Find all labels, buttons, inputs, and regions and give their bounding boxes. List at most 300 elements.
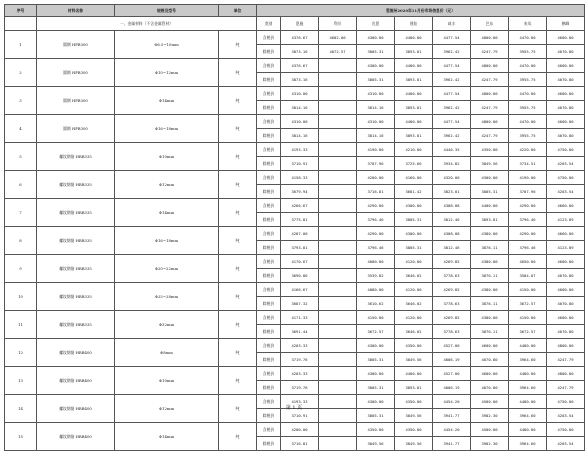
price-cell: 3812.46 [433,213,471,227]
row-kind: 除税价 [257,381,281,395]
price-cell: 4300.00 [357,367,395,381]
row-kind: 含税价 [257,339,281,353]
price-cell: 4500.00 [471,423,509,437]
price-cell: 3893.81 [395,45,433,59]
price-cell: 4269.85 [433,283,471,297]
category-label: 一、金属材料（不含金属管材） [37,17,257,31]
price-cell: 4600.00 [547,31,585,45]
row-spec: Φ10~12mm [115,59,219,87]
price-cell: 4150.00 [357,311,395,325]
table-row [5,255,585,269]
price-cell: 4320.00 [433,171,471,185]
price-cell: 3796.46 [509,241,547,255]
header-city-4: 咸丰 [433,17,471,31]
row-material: 圆钢 HPB300 [37,115,115,143]
price-cell: 4480.00 [509,367,547,381]
table-row [5,423,585,437]
price-cell: 3955.75 [509,101,547,115]
price-cell: 4120.00 [395,255,433,269]
price-cell: 4380.00 [471,255,509,269]
row-unit: 吨 [219,87,257,115]
price-cell: 4247.79 [547,381,585,395]
price-cell: 3734.51 [509,157,547,171]
price-cell: 4287.00 [281,227,319,241]
row-kind: 除税价 [257,45,281,59]
page-number: 第 1 页 [285,405,303,411]
price-cell: 4454.20 [433,423,471,437]
price-cell: 4150.00 [509,311,547,325]
row-material: 螺纹钢筋 HRB400 [37,339,115,367]
row-unit: 吨 [219,395,257,423]
row-kind: 含税价 [257,171,281,185]
price-cell: 3805.31 [357,353,395,367]
price-cell: 4600.00 [547,59,585,73]
price-cell: 3876.11 [471,297,509,311]
price-cell: 4350.00 [357,423,395,437]
price-cell: 3672.57 [509,297,547,311]
header-spec: 规格及型号 [115,5,219,17]
price-cell: 3955.75 [509,45,547,59]
price-cell: 3796.46 [357,213,395,227]
row-unit: 吨 [219,311,257,339]
price-cell: 3710.91 [281,157,319,171]
row-spec: Φ12mm [115,395,219,423]
row-seq: 14 [5,395,37,423]
row-kind: 除税价 [257,297,281,311]
price-cell: 4247.79 [471,129,509,143]
price-cell: 4123.89 [547,241,585,255]
price-cell: 4006.19 [433,381,471,395]
price-cell: 4480.00 [509,395,547,409]
row-unit: 吨 [219,31,257,59]
price-cell: 4308.08 [433,199,471,213]
header-unit: 单位 [219,5,257,17]
price-cell: 3646.02 [395,325,433,339]
price-cell: 3814.16 [357,101,395,115]
price-cell: 3805.31 [357,409,395,423]
row-seq: 3 [5,87,37,115]
price-cell: 3672.57 [509,325,547,339]
price-cell: 4400.00 [395,31,433,45]
row-kind: 含税价 [257,143,281,157]
price-cell: 4290.00 [509,227,547,241]
price-cell [319,59,357,73]
table-row [5,171,585,185]
price-cell: 3962.42 [433,129,471,143]
price-cell [319,157,357,171]
price-cell: 4400.00 [471,199,509,213]
row-spec: Φ16~18mm [115,115,219,143]
price-cell: 4120.00 [395,311,433,325]
row-kind: 除税价 [257,409,281,423]
price-cell: 4480.00 [509,339,547,353]
price-cell: 3982.30 [471,437,509,451]
table-row [5,143,585,157]
row-kind: 除税价 [257,101,281,115]
price-cell: 4477.54 [433,59,471,73]
price-cell: 4600.00 [547,283,585,297]
price-cell: 3805.31 [395,241,433,255]
price-cell: 4266.67 [281,199,319,213]
row-seq: 6 [5,171,37,199]
row-material: 螺纹钢筋 HRB400 [37,395,115,423]
price-cell: 4247.79 [471,101,509,115]
price-cell: 3775.81 [281,213,319,227]
row-spec: Φ10mm [115,367,219,395]
table-row [5,115,585,129]
price-cell: 3876.11 [471,325,509,339]
row-unit: 吨 [219,199,257,227]
price-cell: 3941.77 [433,409,471,423]
price-cell: 3679.94 [281,185,319,199]
price-cell: 3823.01 [433,185,471,199]
row-kind: 含税价 [257,423,281,437]
price-cell: 3941.77 [433,437,471,451]
price-cell: 4800.00 [471,115,509,129]
row-spec: Φ16~18mm [115,227,219,255]
row-kind: 除税价 [257,157,281,171]
row-material: 螺纹钢筋 HRB335 [37,283,115,311]
price-cell: 3716.81 [357,185,395,199]
price-cell: 3964.60 [509,353,547,367]
header-city-5: 巴东 [471,17,509,31]
price-cell: 4600.00 [547,255,585,269]
price-cell: 3707.96 [357,157,395,171]
price-cell [319,87,357,101]
price-cell: 3893.81 [395,73,433,87]
price-cell: 4470.00 [509,31,547,45]
price-cell: 3805.31 [471,185,509,199]
price-cell: 4800.00 [471,87,509,101]
table-row [5,31,585,45]
row-seq: 7 [5,199,37,227]
price-cell [319,367,357,381]
table-row [5,339,585,353]
price-cell [319,381,357,395]
row-kind: 除税价 [257,213,281,227]
row-spec: Φ14mm [115,87,219,115]
row-material: 螺纹钢筋 HRB400 [37,367,115,395]
price-cell: 4800.00 [547,367,585,381]
price-cell: 4080.00 [357,283,395,297]
price-cell: 3778.63 [433,325,471,339]
row-spec: Φ12mm [115,171,219,199]
price-cell: 4400.00 [395,87,433,101]
price-cell [319,143,357,157]
price-cell [319,297,357,311]
price-cell: 3716.81 [281,437,319,451]
price-cell: 4400.00 [395,367,433,381]
price-cell: 4300.00 [357,31,395,45]
price-cell [319,353,357,367]
row-spec: Φ25~28mm [115,283,219,311]
price-cell [319,339,357,353]
price-cell: 4200.00 [281,423,319,437]
row-unit: 吨 [219,423,257,451]
price-cell: 3778.63 [433,269,471,283]
price-table [4,4,585,451]
price-cell: 4600.00 [471,367,509,381]
price-cell: 4290.00 [357,199,395,213]
table-row [5,87,585,101]
price-cell: 4470.00 [509,59,547,73]
row-material: 螺纹钢筋 HRB335 [37,199,115,227]
row-unit: 吨 [219,339,257,367]
header-city-3: 建始 [395,17,433,31]
price-cell: 3805.31 [357,73,395,87]
price-cell: 3805.31 [395,213,433,227]
header-material: 材料名称 [37,5,115,17]
price-cell: 4750.00 [547,423,585,437]
price-cell: 4070.80 [471,381,509,395]
price-cell: 4310.00 [281,115,319,129]
row-unit: 吨 [219,59,257,87]
price-cell: 3849.56 [395,409,433,423]
row-seq: 4 [5,115,37,143]
price-cell: 4800.00 [471,59,509,73]
table-row [5,199,585,213]
price-cell: 3955.75 [509,73,547,87]
price-cell: 4350.00 [471,143,509,157]
price-cell: 3962.42 [433,73,471,87]
price-cell: 4166.67 [281,283,319,297]
price-cell: 3849.56 [471,157,509,171]
row-seq: 11 [5,311,37,339]
price-cell: 3849.56 [357,437,395,451]
price-cell: 4190.00 [357,143,395,157]
price-cell: 4477.54 [433,31,471,45]
row-kind: 除税价 [257,325,281,339]
price-cell: 4310.00 [357,115,395,129]
price-cell: 3707.96 [509,185,547,199]
row-unit: 吨 [219,283,257,311]
row-kind: 除税价 [257,241,281,255]
price-cell: 4200.00 [357,171,395,185]
price-cell: 4380.00 [471,311,509,325]
row-kind: 含税价 [257,115,281,129]
price-cell: 3812.46 [433,241,471,255]
row-unit: 吨 [219,115,257,143]
header-row [5,5,585,17]
price-cell: 3964.60 [509,381,547,395]
row-spec: Φ20~22mm [115,255,219,283]
price-cell: 4300.00 [357,395,395,409]
header-kind: 类别 [257,17,281,31]
row-spec: Φ6.5~10mm [115,31,219,59]
price-cell: 4480.00 [509,423,547,437]
row-kind: 除税价 [257,269,281,283]
header-city-1: 利川 [319,17,357,31]
table-row [5,59,585,73]
price-cell: 3814.16 [357,129,395,143]
price-cell: 3793.81 [281,241,319,255]
price-cell: 4300.00 [357,59,395,73]
price-cell: 4193.33 [281,143,319,157]
row-kind: 含税价 [257,395,281,409]
price-cell: 4600.00 [547,115,585,129]
price-cell [319,269,357,283]
price-cell: 3873.16 [281,73,319,87]
price-cell: 4477.54 [433,115,471,129]
price-cell: 3955.75 [509,129,547,143]
row-kind: 含税价 [257,255,281,269]
row-kind: 含税价 [257,311,281,325]
price-cell [319,199,357,213]
row-material: 圆钢 HPB300 [37,31,115,59]
price-cell: 3805.31 [357,45,395,59]
price-cell: 3672.57 [357,325,395,339]
header-city-6: 来凤 [509,17,547,31]
price-cell: 3796.46 [509,213,547,227]
price-cell: 4454.20 [433,395,471,409]
price-cell: 4300.00 [357,339,395,353]
price-cell: 4123.89 [547,213,585,227]
price-cell: 4247.79 [471,73,509,87]
price-cell: 3893.81 [395,101,433,115]
price-cell: 4203.33 [281,339,319,353]
price-cell: 4247.79 [547,353,585,367]
price-cell: 4203.54 [547,437,585,451]
price-cell: 4750.00 [547,171,585,185]
price-cell: 3719.76 [281,353,319,367]
price-cell: 4160.00 [395,171,433,185]
category-row [5,17,585,31]
price-cell: 3719.76 [281,381,319,395]
row-kind: 除税价 [257,185,281,199]
price-cell: 4000.00 [357,255,395,269]
row-seq: 2 [5,59,37,87]
price-cell: 4193.33 [281,395,319,409]
price-cell: 4600.00 [471,339,509,353]
table-row [5,283,585,297]
price-cell: 4158.33 [281,171,319,185]
price-cell: 3646.02 [395,297,433,311]
price-cell: 4376.67 [281,31,319,45]
price-cell: 4269.85 [433,255,471,269]
row-kind: 除税价 [257,353,281,367]
price-cell [319,283,357,297]
table-row [5,367,585,381]
price-cell: 3687.32 [281,297,319,311]
row-material: 螺纹钢筋 HRB335 [37,143,115,171]
price-cell: 3690.86 [281,269,319,283]
price-cell [319,437,357,451]
price-cell: 4203.54 [547,157,585,171]
row-seq: 1 [5,31,37,59]
row-material: 圆钢 HPB300 [37,59,115,87]
price-cell: 4220.00 [509,143,547,157]
row-unit: 吨 [219,143,257,171]
price-cell: 4602.00 [319,31,357,45]
price-cell [319,213,357,227]
price-cell [319,311,357,325]
header-seq: 序号 [5,5,37,17]
row-kind: 含税价 [257,367,281,381]
row-seq: 8 [5,227,37,255]
row-seq: 12 [5,339,37,367]
price-cell: 4800.00 [547,339,585,353]
price-cell: 3814.16 [281,129,319,143]
price-cell: 4006.19 [433,353,471,367]
price-cell: 4660.00 [547,199,585,213]
price-cell: 4203.54 [547,185,585,199]
price-cell [319,115,357,129]
price-cell: 4269.85 [433,311,471,325]
row-kind: 除税价 [257,437,281,451]
price-cell: 3876.11 [471,241,509,255]
row-unit: 吨 [219,367,257,395]
price-cell [319,129,357,143]
row-kind: 含税价 [257,59,281,73]
price-cell: 4210.00 [395,143,433,157]
price-cell: 4120.00 [395,283,433,297]
price-cell: 4203.54 [547,409,585,423]
price-cell: 3876.11 [471,269,509,283]
header-city-0: 恩施 [281,17,319,31]
price-cell: 4190.00 [509,171,547,185]
price-cell: 4350.00 [395,395,433,409]
price-cell: 4150.00 [509,283,547,297]
row-kind: 含税价 [257,199,281,213]
price-cell: 4527.00 [433,339,471,353]
price-cell: 4308.08 [433,227,471,241]
price-cell: 4527.00 [433,367,471,381]
price-cell: 3849.56 [395,437,433,451]
price-cell: 4400.00 [395,115,433,129]
price-cell: 4290.00 [509,199,547,213]
price-cell: 3646.02 [395,269,433,283]
row-spec: Φ14mm [115,423,219,451]
price-cell: 3725.66 [395,157,433,171]
row-unit: 吨 [219,171,257,199]
price-cell [319,423,357,437]
price-cell: 4750.00 [547,143,585,157]
price-cell: 4350.00 [395,339,433,353]
table-body [5,17,585,451]
price-cell: 4050.00 [509,255,547,269]
price-cell: 4470.00 [509,87,547,101]
row-spec: Φ10mm [115,143,219,171]
price-cell: 3778.63 [433,297,471,311]
price-cell: 4470.00 [509,115,547,129]
price-cell: 3893.81 [395,129,433,143]
price-cell: 3805.31 [357,381,395,395]
price-cell: 4800.00 [471,31,509,45]
row-unit: 吨 [219,255,257,283]
price-cell: 3962.42 [433,101,471,115]
price-cell: 4170.67 [281,255,319,269]
price-cell: 4070.80 [547,73,585,87]
table-row [5,311,585,325]
row-spec: Φ14mm [115,199,219,227]
price-cell: 3982.30 [471,409,509,423]
price-cell: 4660.00 [547,227,585,241]
header-price-title: 恩施州2020年11月份市场信息价（元） [257,5,585,17]
price-cell: 4171.33 [281,311,319,325]
row-kind: 含税价 [257,283,281,297]
price-cell: 4070.80 [547,101,585,115]
row-material: 螺纹钢筋 HRB400 [37,423,115,451]
row-material: 螺纹钢筋 HRB335 [37,255,115,283]
price-cell: 3964.60 [509,409,547,423]
price-cell: 3610.62 [357,297,395,311]
price-cell: 4380.00 [471,227,509,241]
price-cell: 4072.57 [319,45,357,59]
price-cell [319,255,357,269]
price-cell: 3893.81 [471,213,509,227]
price-cell: 3691.44 [281,325,319,339]
row-seq: 9 [5,255,37,283]
